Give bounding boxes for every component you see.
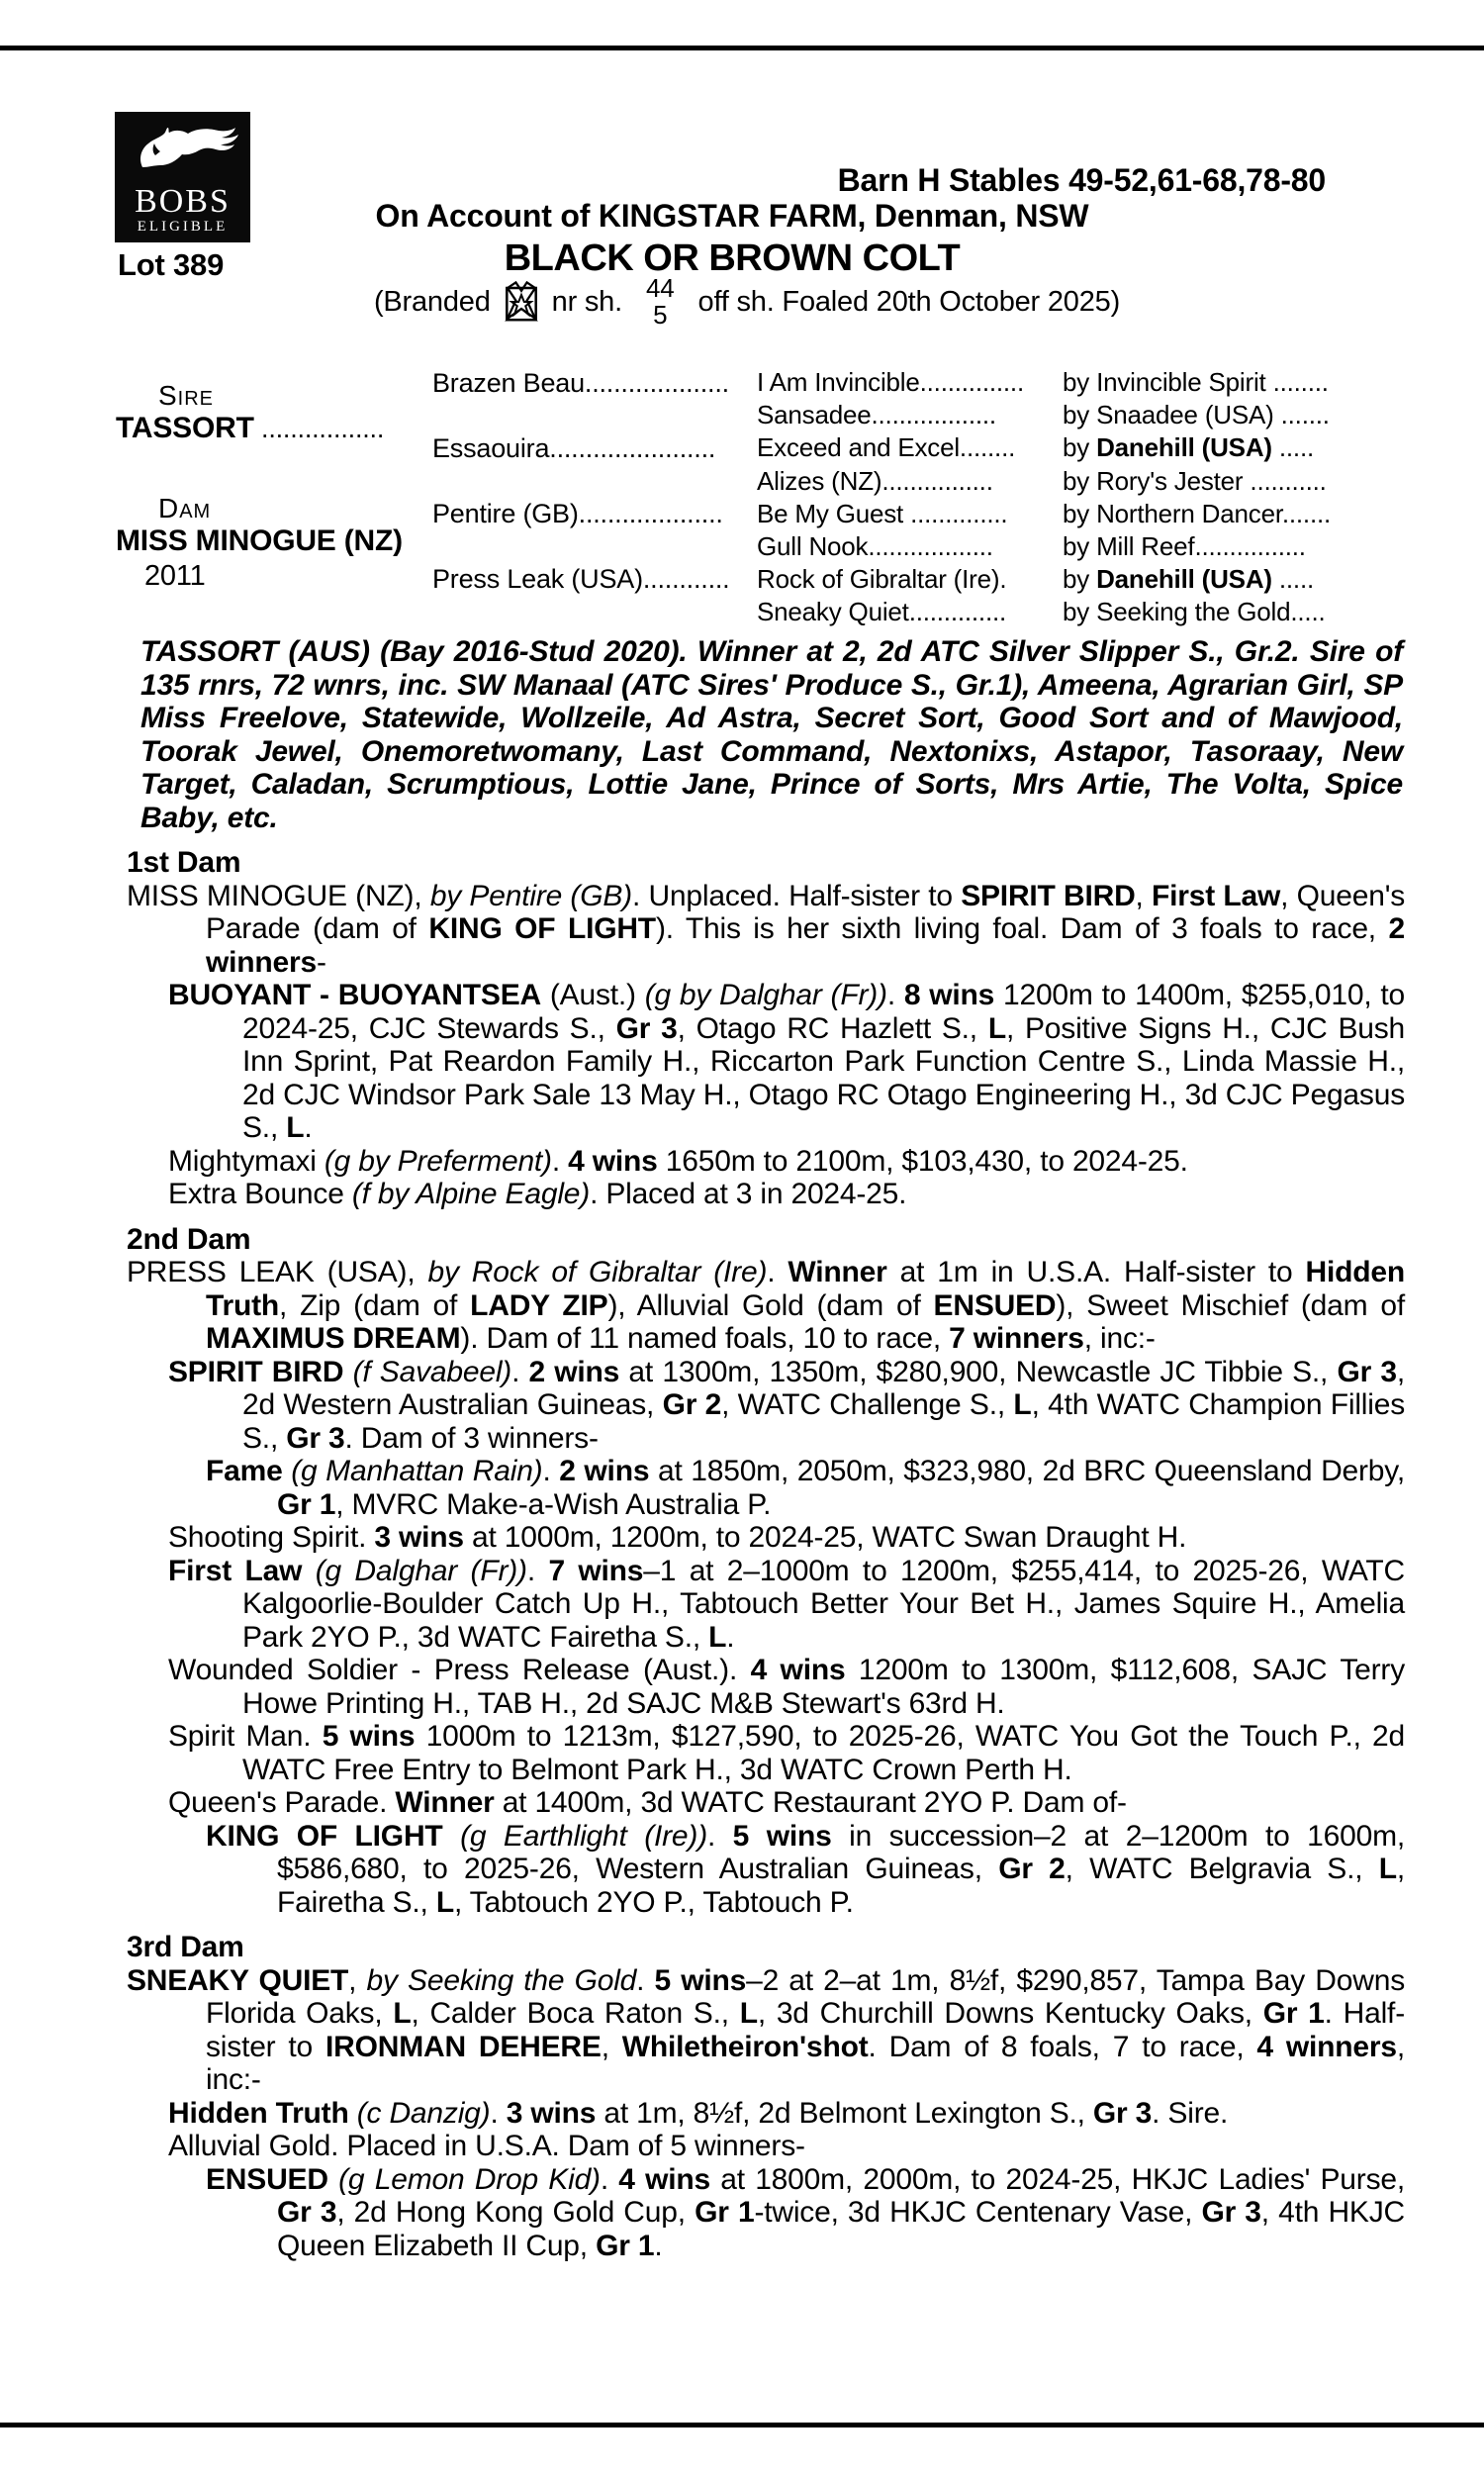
brand-number-bottom: 5	[653, 300, 668, 330]
pedigree-gp-sire: by Seeking the Gold.....	[1063, 597, 1326, 627]
branded-suffix: off sh. Foaled 20th October 2025)	[697, 285, 1121, 318]
brand-number-top: 44	[645, 273, 675, 303]
pedigree-paragraph: MISS MINOGUE (NZ), by Pentire (GB). Unplaced. Half-sister to SPIRIT BIRD, First Law, Queen's Parade (dam of KING OF LIGHT). This is her sixth living foal. Dam of 3 foals to race, 2 winners-	[127, 879, 1406, 979]
bobs-logo-word: BOBS	[135, 183, 231, 220]
pedigree-paragraph: BUOYANT - BUOYANTSEA (Aust.) (g by Dalghar (Fr)). 8 wins 1200m to 1400m, $255,010, to 2024-25, CJC Stewards S., Gr 3, Otago RC Hazlett S., L, Positive Signs H., CJC Bush Inn Sprint, Pat Reardon Family H., Riccarton Park Function Centre S., Linda Massie H., 2d CJC Windsor Park Sale 13 May H., Otago RC Otago Engineering H., 3d CJC Pegasus S., L.	[168, 979, 1406, 1144]
pedigree-gp-name: Sneaky Quiet..............	[757, 597, 1007, 627]
pedigree-paragraph: ENSUED (g Lemon Drop Kid). 4 wins at 1800m, 2000m, to 2024-25, HKJC Ladies' Purse, Gr 3, 2d Hong Kong Gold Cup, Gr 1-twice, 3d HKJC Centenary Vase, Gr 3, 4th HKJC Queen Elizabeth II Cup, Gr 1.	[206, 2162, 1406, 2262]
pedigree-gp-sire: by Rory's Jester ...........	[1063, 465, 1327, 496]
pedigree-gp-name: Gull Nook..................	[757, 531, 993, 561]
sire-label: Sire	[158, 380, 215, 411]
account-line	[0, 198, 1484, 235]
pedigree-paragraph: SPIRIT BIRD (f Savabeel). 2 wins at 1300m, 1350m, $280,900, Newcastle JC Tibbie S., Gr 3, 2d Western Australian Guineas, Gr 2, WATC Challenge S., L, 4th WATC Champion Fillies S., Gr 3. Dam of 3 winners-	[168, 1355, 1406, 1455]
pedigree-parent-row: Brazen Beau....................	[432, 368, 729, 398]
pedigree-paragraph: Alluvial Gold. Placed in U.S.A. Dam of 5 winners-	[168, 2130, 805, 2162]
pedigree-gp-name: I Am Invincible...............	[757, 367, 1024, 397]
pedigree-parent-row: Essaouira.......................	[432, 433, 716, 463]
catalogue-text	[127, 635, 1405, 2262]
pedigree-paragraph: SNEAKY QUIET, by Seeking the Gold. 5 wins–2 at 2–at 1m, 8½f, $290,857, Tampa Bay Downs Florida Oaks, L, Calder Boca Raton S., L, 3d Churchill Downs Kentucky Oaks, Gr 1. Half-sister to IRONMAN DEHERE, Whiletheiron'shot. Dam of 8 foals, 7 to race, 4 winners, inc:-	[127, 1963, 1405, 2096]
pedigree-paragraph: Fame (g Manhattan Rain). 2 wins at 1850m, 2050m, $323,980, 2d BRC Queensland Derby, Gr 1, MVRC Make-a-Wish Australia P.	[206, 1455, 1405, 1521]
pedigree-gp-name: Exceed and Excel........	[757, 432, 1016, 463]
pedigree-gp-sire: by Danehill (USA) .....	[1063, 432, 1315, 463]
page-title: BLACK OR BROWN COLT	[504, 238, 961, 279]
pedigree-gp-sire: by Northern Dancer.......	[1063, 498, 1332, 528]
pedigree-gp-name: Rock of Gibraltar (Ire).	[757, 564, 1007, 595]
dam-year: 2011	[144, 560, 206, 592]
sire-summary: TASSORT (AUS) (Bay 2016-Stud 2020). Winner at 2, 2d ATC Silver Slipper S., Gr.2. Sire of 135 rnrs, 72 wnrs, inc. SW Manaal (ATC Sires' Produce S., Gr.1), Ameena, Agrarian Girl, SP Miss Freelove, Statewide, Wollzeile, Ad Astra, Secret Sort, Good Sort and of Mawjood, Toorak Jewel, Onemoretwomany, Last Command, Nextonixs, Astapor, Tasoraay, New Target, Caladan, Scrumptious, Lottie Jane, Prince of Sorts, Mrs Artie, The Volta, Spice Baby, etc.	[140, 635, 1403, 834]
pedigree-gp-name: Alizes (NZ)................	[757, 465, 993, 496]
pedigree-paragraph: Queen's Parade. Winner at 1400m, 3d WATC Restaurant 2YO P. Dam of-	[168, 1786, 1127, 1819]
pedigree-gp-name: Sansadee..................	[757, 400, 996, 430]
pedigree-paragraph: Mightymaxi (g by Preferment). 4 wins 1650m to 2100m, $103,430, to 2024-25.	[168, 1144, 1188, 1178]
pedigree-gp-sire: by Invincible Spirit ........	[1063, 367, 1329, 397]
pedigree-paragraph: First Law (g Dalghar (Fr)). 7 wins–1 at 2–1000m to 1200m, $255,414, to 2025-26, WATC Kalgoorlie-Boulder Catch Up H., Tabtouch Better Your Bet H., James Squire H., Amelia Park 2YO P., 3d WATC Fairetha S., L.	[168, 1554, 1406, 1654]
dam-section-heading: 3rd Dam	[127, 1931, 244, 1963]
sire-name: TASSORT .................	[116, 412, 385, 444]
pedigree-paragraph: Shooting Spirit. 3 wins at 1000m, 1200m, to 2024-25, WATC Swan Draught H.	[168, 1521, 1187, 1554]
branded-prefix: (Branded	[373, 285, 491, 318]
pedigree-parent-row: Pentire (GB)....................	[432, 499, 723, 528]
barn-line: Barn H Stables 49-52,61-68,78-80	[837, 162, 1326, 198]
dam-sections	[127, 846, 1405, 2262]
pedigree-gp-name: Be My Guest ..............	[757, 498, 1008, 528]
top-rule	[0, 46, 1484, 50]
pedigree-paragraph: Spirit Man. 5 wins 1000m to 1213m, $127,590, to 2025-26, WATC You Got the Touch P., 2d WATC Free Entry to Belmont Park H., 3d WATC Crown Perth H.	[168, 1720, 1406, 1786]
lot-number: Lot 389	[118, 247, 225, 282]
pedigree-gp-sire: by Mill Reef................	[1063, 531, 1306, 561]
dam-label: Dam	[158, 493, 212, 523]
branded-mid: nr sh.	[551, 285, 622, 318]
pedigree-paragraph: Wounded Soldier - Press Release (Aust.). 4 wins 1200m to 1300m, $112,608, SAJC Terry Howe Printing H., TAB H., 2d SAJC M&B Stewart's 63rd H.	[168, 1654, 1406, 1720]
bobs-logo-sub: ELIGIBLE	[137, 219, 229, 235]
branded-line	[0, 275, 1484, 329]
brand-mark-icon	[505, 281, 538, 323]
pedigree-paragraph: Hidden Truth (c Danzig). 3 wins at 1m, 8½f, 2d Belmont Lexington S., Gr 3. Sire.	[168, 2096, 1229, 2130]
pedigree-paragraph: KING OF LIGHT (g Earthlight (Ire)). 5 wins in succession–2 at 2–1200m to 1600m, $586,680, to 2025-26, Western Australian Guineas, Gr 2, WATC Belgravia S., L, Fairetha S., L, Tabtouch 2YO P., Tabtouch P.	[206, 1819, 1405, 1919]
dam-section-heading: 2nd Dam	[127, 1222, 251, 1256]
dam-name: MISS MINOGUE (NZ)	[116, 524, 403, 557]
bottom-rule	[0, 2423, 1484, 2427]
pedigree-gp-sire: by Danehill (USA) .....	[1063, 564, 1315, 595]
pedigree-paragraph: Extra Bounce (f by Alpine Eagle). Placed at 3 in 2024-25.	[168, 1178, 907, 1210]
account-line-text: On Account of KINGSTAR FARM, Denman, NSW	[375, 198, 1089, 234]
pedigree-gp-sire: by Snaadee (USA) .......	[1063, 400, 1330, 430]
pedigree-parent-row: Press Leak (USA)............	[432, 564, 730, 594]
pedigree-paragraph: PRESS LEAK (USA), by Rock of Gibraltar (Ire). Winner at 1m in U.S.A. Half-sister to Hidden Truth, Zip (dam of LADY ZIP), Alluvial Gold (dam of ENSUED), Sweet Mischief (dam of MAXIMUS DREAM). Dam of 11 named foals, 10 to race, 7 winners, inc:-	[127, 1256, 1405, 1355]
dam-section-heading: 1st Dam	[127, 846, 241, 879]
brand-number	[646, 275, 675, 329]
